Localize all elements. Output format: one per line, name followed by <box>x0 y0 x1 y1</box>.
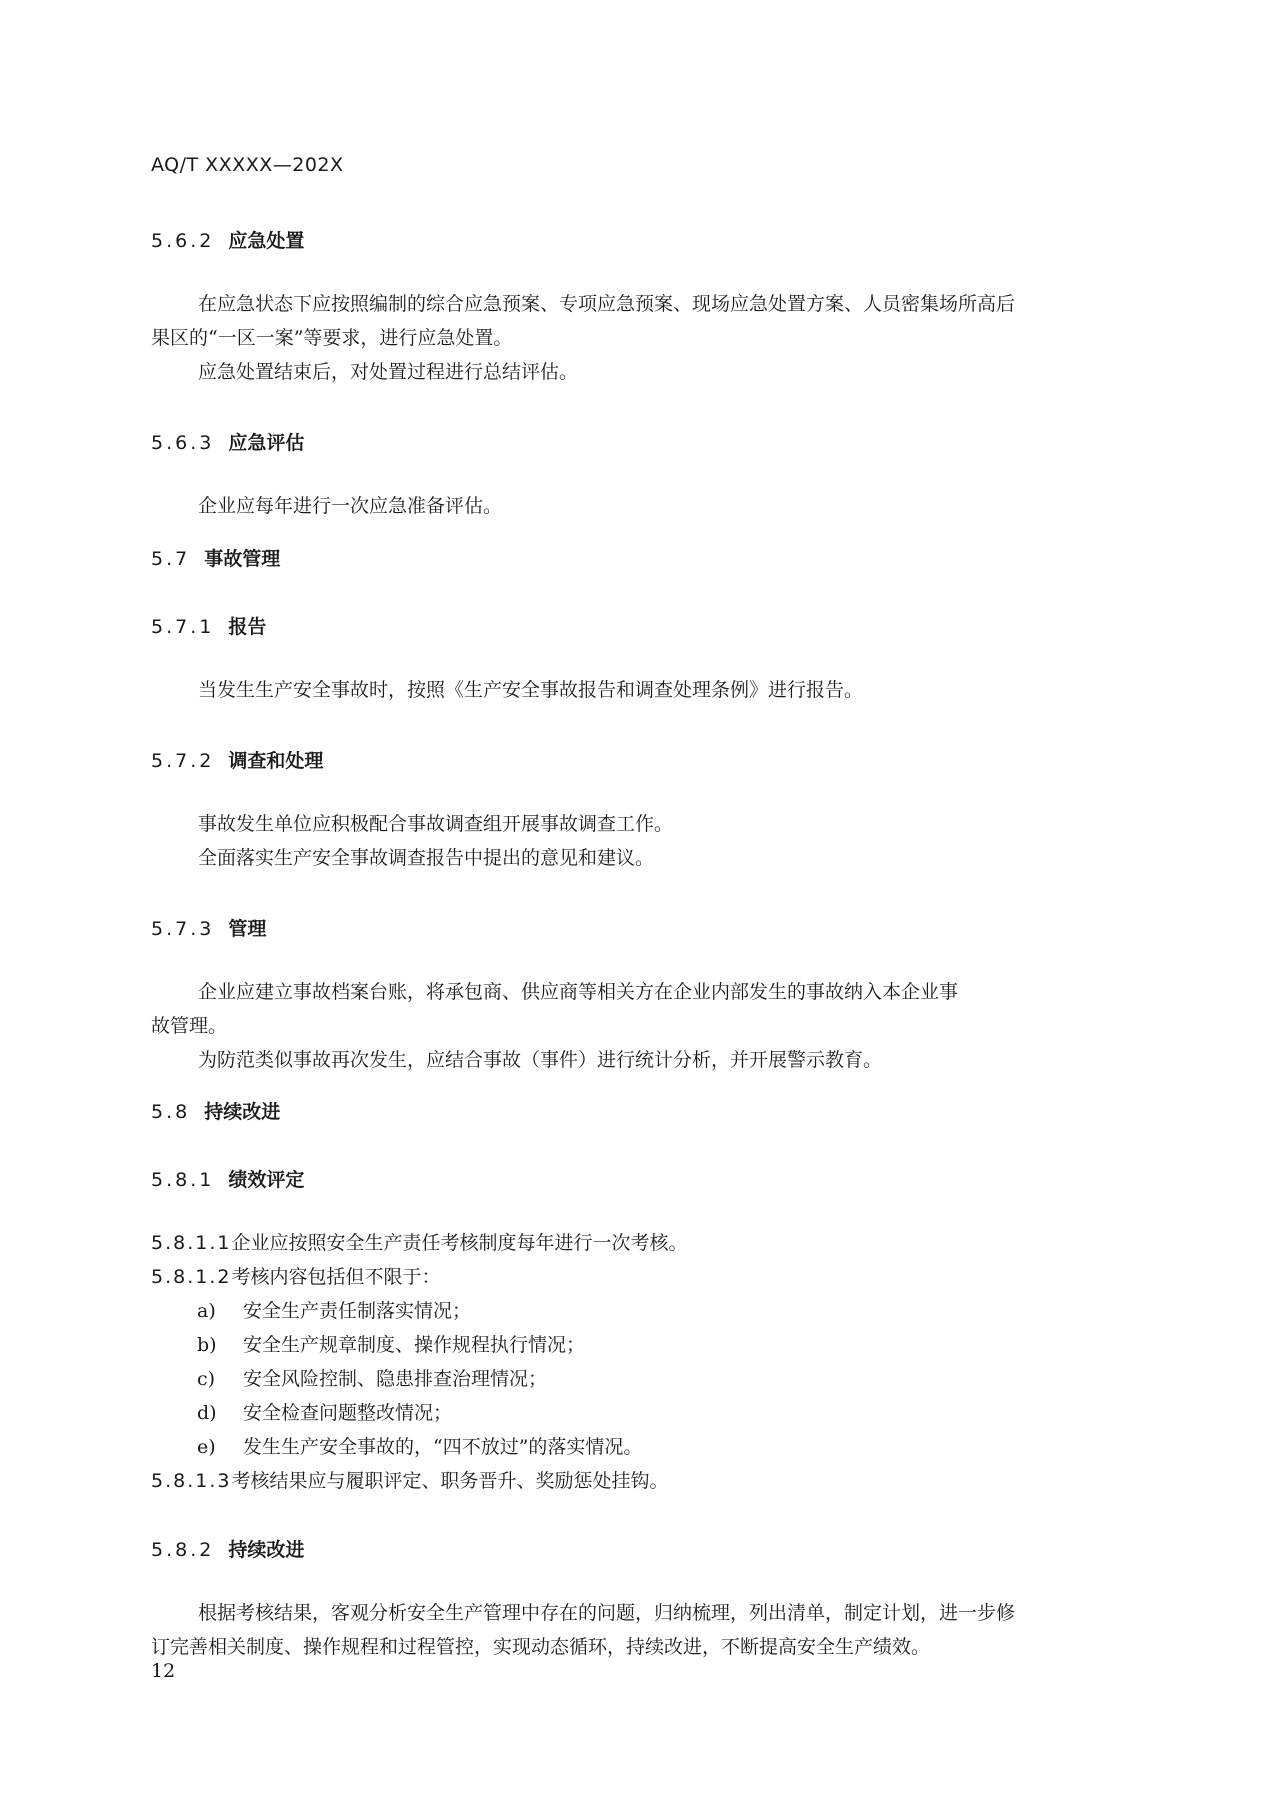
paragraph-line: 全面落实生产安全事故调查报告中提出的意见和建议。 <box>198 847 655 869</box>
heading-number: 5.8.2 <box>151 1539 215 1561</box>
list-item-text: 安全生产规章制度、操作规程执行情况； <box>243 1334 586 1356</box>
heading-title: 管理 <box>228 918 267 940</box>
list-item-text: 安全检查问题整改情况； <box>243 1402 453 1424</box>
heading-number: 5.6.3 <box>151 432 215 454</box>
clause-number: 5.8.1.2 <box>151 1266 232 1288</box>
heading-5-8-1 <box>151 1165 304 1192</box>
heading-5-8 <box>151 1097 280 1124</box>
paragraph-line: 应急处置结束后，对处置过程进行总结评估。 <box>198 361 579 383</box>
list-item-marker: a) <box>197 1300 216 1322</box>
list-item-marker: b) <box>197 1334 217 1356</box>
heading-number: 5.7.3 <box>151 918 215 940</box>
heading-5-6-3 <box>151 428 304 455</box>
clause-number: 5.8.1.3 <box>151 1470 232 1492</box>
page-number: 12 <box>151 1660 176 1682</box>
clause-5-8-1-1 <box>151 1226 688 1260</box>
clause-text: 企业应按照安全生产责任考核制度每年进行一次考核。 <box>231 1232 688 1254</box>
paragraph-line: 在应急状态下应按照编制的综合应急预案、专项应急预案、现场应急处置方案、人员密集场所高后 <box>198 293 1016 315</box>
list-item <box>197 1328 585 1362</box>
heading-5-7-1 <box>151 612 266 639</box>
paragraph-line: 为防范类似事故再次发生，应结合事故（事件）进行统计分析，并开展警示教育。 <box>198 1049 883 1071</box>
paragraph-5-7-1-1 <box>151 673 1161 707</box>
heading-title: 应急评估 <box>228 432 305 454</box>
paragraph-5-7-2-1 <box>151 807 1161 875</box>
list-item <box>197 1294 471 1328</box>
list-item-marker: d) <box>197 1402 217 1424</box>
heading-number: 5.7.2 <box>151 750 215 772</box>
heading-number: 5.7.1 <box>151 616 215 638</box>
heading-number: 5.6.2 <box>151 230 215 252</box>
paragraph-5-8-2-1 <box>151 1596 1161 1664</box>
heading-number: 5.7 <box>151 548 191 570</box>
heading-title: 事故管理 <box>204 548 281 570</box>
heading-5-8-2 <box>151 1535 304 1562</box>
list-item-marker: e) <box>197 1436 216 1458</box>
paragraph-line: 企业应每年进行一次应急准备评估。 <box>198 495 503 517</box>
heading-title: 绩效评定 <box>228 1169 305 1191</box>
clause-5-8-1-2 <box>151 1260 441 1294</box>
paragraph-line: 事故发生单位应积极配合事故调查组开展事故调查工作。 <box>198 813 674 835</box>
clause-number: 5.8.1.1 <box>151 1232 232 1254</box>
paragraph-line: 果区的“一区一案”等要求，进行应急处置。 <box>151 327 513 349</box>
clause-text: 考核内容包括但不限于： <box>231 1266 441 1288</box>
paragraph-5-6-3-1 <box>151 489 1161 523</box>
standard-code-header: AQ/T XXXXX—202X <box>151 154 344 176</box>
list-item <box>197 1396 452 1430</box>
paragraph-line: 故管理。 <box>151 1015 228 1037</box>
paragraph-5-6-2-1 <box>151 287 1161 389</box>
heading-number: 5.8.1 <box>151 1169 215 1191</box>
heading-number: 5.8 <box>151 1101 191 1123</box>
heading-5-7 <box>151 544 280 571</box>
heading-title: 持续改进 <box>204 1101 281 1123</box>
list-item <box>197 1430 642 1464</box>
list-item <box>197 1362 547 1396</box>
list-item-text: 发生生产安全事故的，“四不放过”的落实情况。 <box>243 1436 643 1458</box>
paragraph-line: 企业应建立事故档案台账，将承包商、供应商等相关方在企业内部发生的事故纳入本企业事 <box>198 981 959 1003</box>
heading-title: 持续改进 <box>228 1539 305 1561</box>
heading-title: 调查和处理 <box>228 750 324 772</box>
clause-5-8-1-3 <box>151 1464 669 1498</box>
paragraph-line: 当发生生产安全事故时，按照《生产安全事故报告和调查处理条例》进行报告。 <box>198 679 864 701</box>
list-item-marker: c) <box>197 1368 216 1390</box>
list-item-text: 安全风险控制、隐患排查治理情况； <box>243 1368 548 1390</box>
paragraph-line: 根据考核结果，客观分析安全生产管理中存在的问题，归纳梳理，列出清单，制定计划，进一步修 <box>198 1602 1016 1624</box>
heading-5-6-2 <box>151 226 304 253</box>
clause-text: 考核结果应与履职评定、职务晋升、奖励惩处挂钩。 <box>231 1470 669 1492</box>
heading-5-7-3 <box>151 914 266 941</box>
heading-title: 报告 <box>228 616 267 638</box>
heading-title: 应急处置 <box>228 230 305 252</box>
paragraph-5-7-3-1 <box>151 975 1161 1077</box>
paragraph-line: 订完善相关制度、操作规程和过程管控，实现动态循环，持续改进，不断提高安全生产绩效。 <box>151 1636 931 1658</box>
heading-5-7-2 <box>151 746 323 773</box>
list-item-text: 安全生产责任制落实情况； <box>243 1300 472 1322</box>
